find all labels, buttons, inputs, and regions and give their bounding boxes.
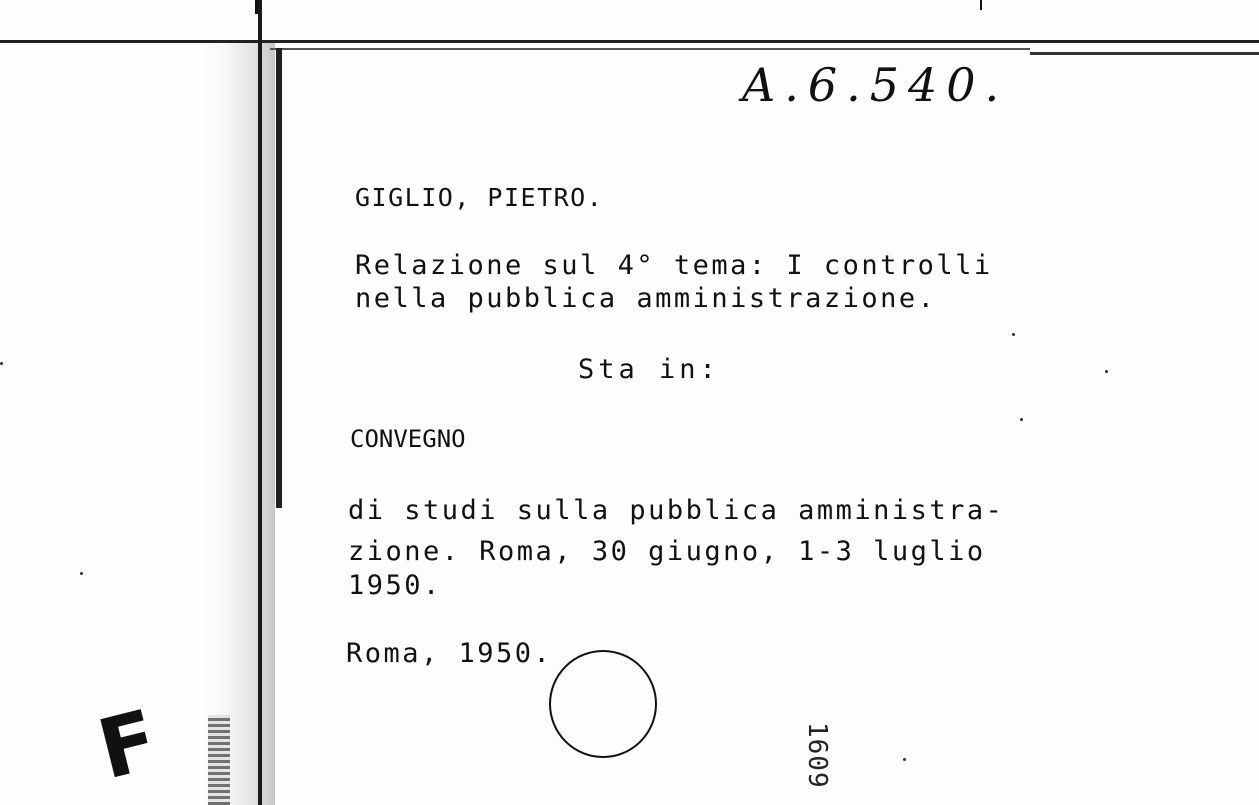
right-top-edge	[1030, 52, 1259, 55]
perforated-strip	[208, 715, 230, 805]
title-line-1: Relazione sul 4° tema: I controlli	[355, 250, 993, 281]
collection-heading: CONVEGNO	[350, 425, 466, 453]
speck	[1020, 418, 1023, 421]
left-card-edge	[258, 0, 262, 805]
shelf-mark-letter: F	[89, 692, 167, 799]
reference-code: A.6.540.	[742, 58, 1009, 112]
top-tick-mark-right	[980, 0, 982, 10]
speck	[1012, 333, 1015, 336]
speck	[1105, 370, 1108, 373]
top-border-line	[0, 40, 1259, 43]
speck	[0, 362, 3, 365]
binding-shadow	[200, 40, 275, 805]
publication-info: Roma, 1950.	[346, 638, 553, 669]
collection-line-2: zione. Roma, 30 giugno, 1-3 luglio	[348, 536, 986, 567]
collection-line-1: di studi sulla pubblica amministra-	[348, 495, 1005, 526]
circle-stamp	[549, 650, 657, 758]
speck	[903, 758, 906, 761]
card-top-edge	[270, 48, 1030, 50]
vertical-number: 1609	[802, 722, 832, 789]
inner-card-edge	[276, 48, 282, 508]
contained-in-label: Sta in:	[578, 354, 720, 385]
speck	[80, 572, 83, 575]
collection-line-3: 1950.	[348, 570, 442, 601]
author-heading: GIGLIO, PIETRO.	[355, 183, 604, 212]
title-line-2: nella pubblica amministrazione.	[355, 283, 937, 314]
